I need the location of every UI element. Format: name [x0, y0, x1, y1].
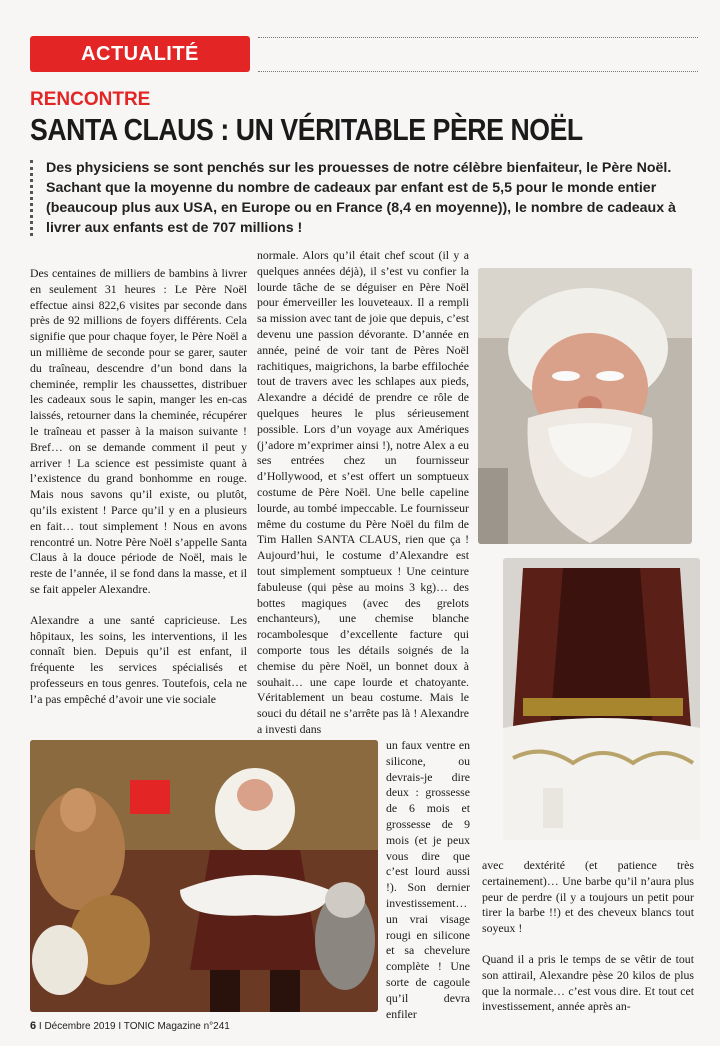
- header-divider: [258, 71, 698, 72]
- paragraph: avec dextérité (et patience très certainement)… Une barbe qu’il n’aura plus peur de perdre (il y a toujours un petit pour tirer la barbe !!) et des cheveux blancs tout soyeux !: [482, 858, 694, 936]
- header-divider: [258, 37, 698, 38]
- article-title: SANTA CLAUS : UN VÉRITABLE PÈRE NOËL: [30, 112, 583, 147]
- paragraph: un faux ventre en silicone, ou devrais-je dire deux : grossesse de 6 mois et grossesse de 9 mois (et je peux vous dire que c’est lourd aussi !). Son dernier investissement… un vrai visage rougi en silicone et sa chevelure complète ! Une sorte de cagoule qu’il devra enfiler: [386, 738, 470, 1021]
- article-lead: Des physiciens se sont penchés sur les prouesses de notre célèbre bienfaiteur, le Père Noël. Sachant que la moyenne du nombre de cadeaux par enfant est de 5,5 pour le monde entier (beaucoup plus aux USA, en Europe ou en France (8,4 en moyenne)), le nombre de cadeaux à livrer aux enfants est de 707 millions !: [46, 160, 676, 236]
- text-column-2: [257, 248, 469, 738]
- page-number: 6: [30, 1020, 37, 1032]
- paragraph: Quand il a pris le temps de se vêtir de tout son attirail, Alexandre pèse 20 kilos de plus que la normale… c’est vous dire. Et tout cet investissement, année après an-: [482, 951, 694, 1014]
- page-footer: [30, 1020, 230, 1032]
- paragraph: normale. Alors qu’il était chef scout (il y a quelques années déjà), il s’est vu confier la lourde tâche de se déguiser en Père Noël pour émerveiller les louveteaux. Il a rempli sa mission avec tant de joie que depuis, c’est devenu une passion dévorante. D’année en année, peiné de voir tant de Pères Noël rachitiques, maigrichons, la barbe effilochée tout de travers avec les schlapes aux pieds, Alexandre a décidé de prendre ce rôle de quelques heures le plus sérieusement possible. Lors d’un voyage aux Amériques (j’adore m’exprimer ainsi !), notre Alex a eu ses entrées chez un fournisseur d’Hollywood, et s’est offert un somptueux costume de Père Noël. Une belle capeline lourde, au tombé impeccable. Le fournisseur même du costume du Père Noël du film de Tim Hallen SANTA CLAUS, rien que ça ! Aujourd’hui, le costume d’Alexandre est tout simplement somptueux ! Une ceinture fabuleuse (qui pèse au moins 3 kg)… des bottes magiques (avec des grelots enchanteurs), une chemise blanche rocambolesque d’excellente facture qui comporte tous les détails soignés de la chemise du père Noël, un bonnet doux à souhait… une cape lourde et chatoyante. Véritablement un beau costume. Mais le souci du détail ne s’arrête pas là ! Alexandre a investi dans: [257, 248, 469, 736]
- section-label: ACTUALITÉ: [30, 36, 250, 72]
- santa-scene-photo: [30, 740, 378, 1012]
- issue-info: I Décembre 2019 I TONIC Magazine n°241: [38, 1021, 230, 1032]
- text-column-1: [30, 266, 247, 708]
- lead-divider: [30, 160, 33, 236]
- santa-mask-photo: [478, 268, 692, 544]
- paragraph: Alexandre a une santé capricieuse. Les hôpitaux, les soins, les interventions, il les connaît bien. Depuis qu’il est enfant, il fréquente les services spécialisés et professeurs en tous genres. Toutefois, cela ne l’a pas empêché d’avoir une vie sociale: [30, 612, 247, 706]
- costume-photo: [503, 558, 700, 840]
- article-kicker: RENCONTRE: [30, 89, 151, 110]
- paragraph: Des centaines de milliers de bambins à livrer en seulement 31 heures : Le Père Noël effectue ainsi 822,6 visites par seconde dans près de 92 millions de foyers différents. Cela signifie que pour chaque foyer, le Père Noël a un millième de seconde pour se garer, sauter du traîneau, descendre d’un bond dans la cheminée, remplir les chaussettes, distribuer les cadeaux sous le sapin, manger les en-cas laissés, retourner dans la cheminée, récupérer le traîneau et passer à la maison suivante ! Bref… on se demande comment il peut y arriver ! La science est pessimiste quant à l’existence du grand bonhomme en rouge. Mais nous savons qu’il existe, ou plutôt, qu’ils existent ! Parce qu’il y en a plusieurs en fait… tout simplement ! Nous en avons rencontré un. Notre Père Noël s’appelle Santa Claus à la douce période de Noël, mais le reste de l’année, il se fond dans la masse, et il se fait appeler Alexandre.: [30, 266, 247, 596]
- text-column-3: [482, 858, 694, 1015]
- text-column-2-wrap: [386, 738, 470, 1022]
